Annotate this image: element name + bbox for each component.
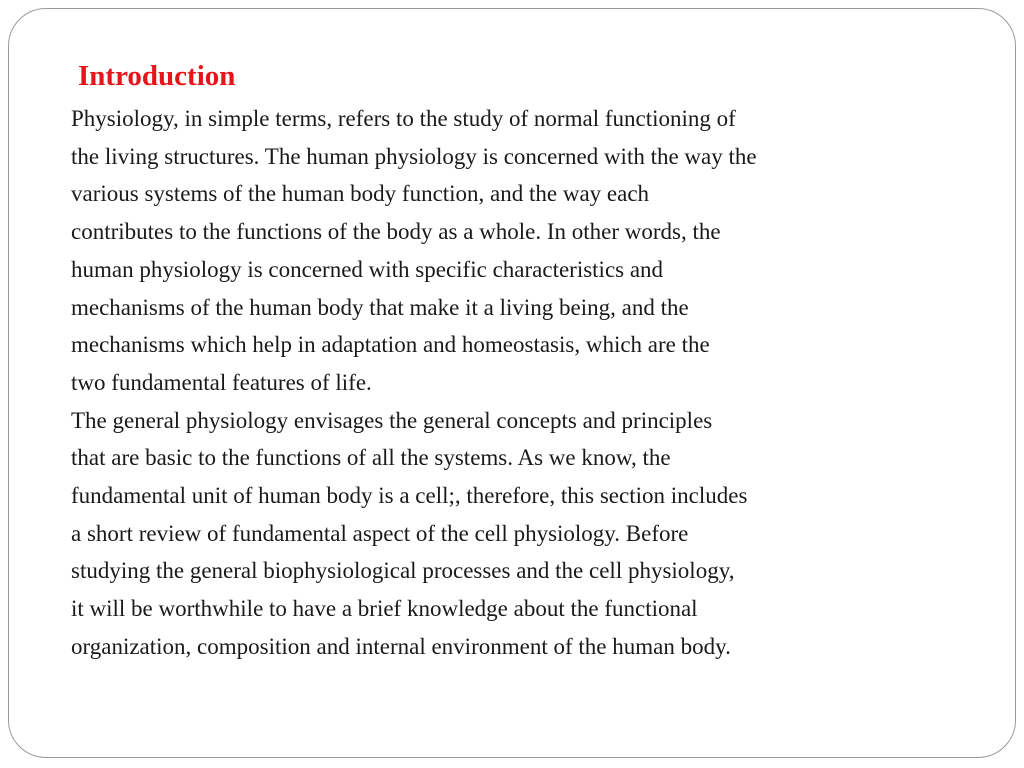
body-line: fundamental unit of human body is a cell;, therefore, this section includes — [71, 483, 748, 509]
body-line: studying the general biophysiological processes and the cell physiology, — [71, 558, 735, 584]
body-line: various systems of the human body function, and the way each — [71, 181, 650, 207]
body-line: mechanisms of the human body that make it a living being, and the — [71, 294, 689, 320]
body-line: contributes to the functions of the body as a whole. In other words, the — [71, 219, 721, 245]
body-line: Physiology, in simple terms, refers to the study of normal functioning of — [71, 106, 736, 131]
body-line: the living structures. The human physiology is concerned with the way the — [71, 143, 757, 169]
body-line: that are basic to the functions of all the systems. As we know, the — [71, 445, 671, 471]
body-line: organization, composition and internal environment of the human body. — [71, 633, 731, 659]
slide-title: Introduction — [78, 60, 236, 92]
body-line: two fundamental features of life. — [71, 369, 372, 395]
body-line: mechanisms which help in adaptation and homeostasis, which are the — [71, 332, 710, 358]
body-line: The general physiology envisages the general concepts and principles — [71, 407, 713, 433]
body-line: a short review of fundamental aspect of the cell physiology. Before — [71, 520, 689, 546]
slide-frame — [8, 8, 1016, 758]
slide-body — [71, 100, 1011, 666]
body-line: human physiology is concerned with specific characteristics and — [71, 256, 664, 282]
body-line: it will be worthwhile to have a brief knowledge about the functional — [71, 596, 698, 622]
